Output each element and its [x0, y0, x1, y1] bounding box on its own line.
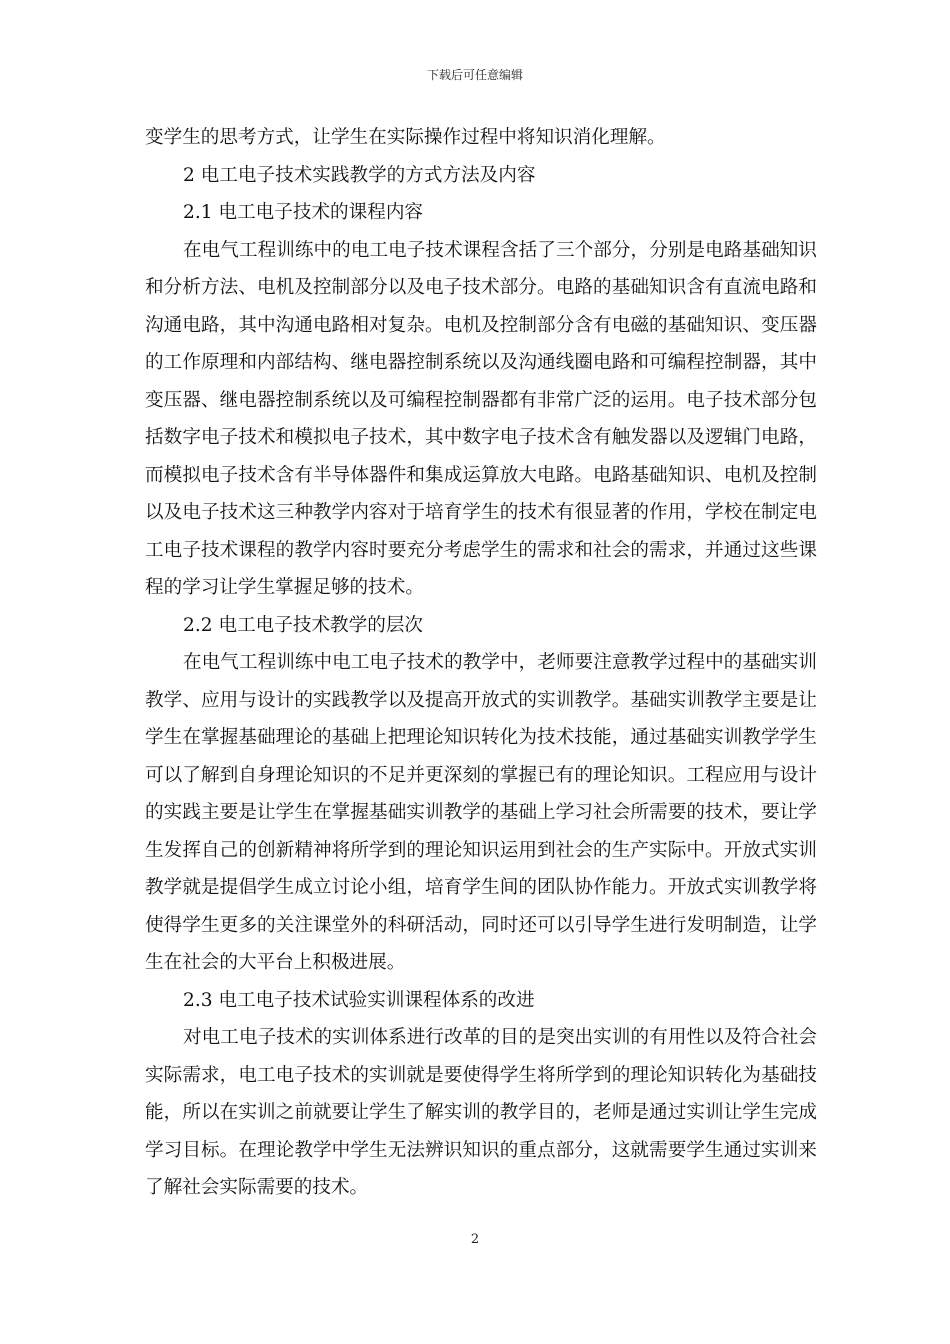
- section-heading-2: 2 电工电子技术实践教学的方式方法及内容: [183, 164, 536, 186]
- section-heading-2-2: 2.2 电工电子技术教学的层次: [183, 614, 424, 636]
- document-body: [145, 119, 817, 1207]
- page-header: 下载后可任意编辑: [426, 68, 523, 82]
- section-heading-2-1: 2.1 电工电子技术的课程内容: [183, 202, 424, 223]
- paragraph-curriculum-improvement: 对电工电子技术的实训体系进行改革的目的是突出实训的有用性以及符合社会实际需求，电工电子技术的实训就是要使得学生将所学到的理论知识转化为基础技能，所以在实训之前就要让学生了解实训的教学目的，老师是通过实训让学生完成学习目标。在理论教学中学生无法辨识知识的重点部分，这就需要学生通过实训来了解社会实际需要的技术。: [145, 1027, 817, 1198]
- paragraph-teaching-levels: 在电气工程训练中电工电子技术的教学中，老师要注意教学过程中的基础实训教学、应用与设计的实践教学以及提高开放式的实训教学。基础实训教学主要是让学生在掌握基础理论的基础上把理论知识转化为技术技能，通过基础实训教学学生可以了解到自身理论知识的不足并更深刻的掌握已有的理论知识。工程应用与设计的实践主要是让学生在掌握基础实训教学的基础上学习社会所需要的技术，要让学生发挥自己的创新精神将所学到的理论知识运用到社会的生产实际中。开放式实训教学就是提倡学生成立讨论小组，培育学生间的团队协作能力。开放式实训教学将使得学生更多的关注课堂外的科研活动，同时还可以引导学生进行发明制造，让学生在社会的大平台上积极进展。: [145, 652, 817, 973]
- page-number: 2: [470, 1232, 480, 1247]
- paragraph-course-content: 在电气工程训练中的电工电子技术课程含括了三个部分，分别是电路基础知识和分析方法、电机及控制部分以及电子技术部分。电路的基础知识含有直流电路和沟通电路，其中沟通电路相对复杂。电机及控制部分含有电磁的基础知识、变压器的工作原理和内部结构、继电器控制系统以及沟通线圈电路和可编程控制器，其中变压器、继电器控制系统以及可编程控制器都有非常广泛的运用。电子技术部分包括数字电子技术和模拟电子技术，其中数字电子技术含有触发器以及逻辑门电路，而模拟电子技术含有半导体器件和集成运算放大电路。电路基础知识、电机及控制以及电子技术这三种教学内容对于培育学生的技术有很显著的作用，学校在制定电工电子技术课程的教学内容时要充分考虑学生的需求和社会的需求，并通过这些课程的学习让学生掌握足够的技术。: [145, 239, 817, 598]
- section-heading-2-3: 2.3 电工电子技术试验实训课程体系的改进: [183, 989, 535, 1011]
- paragraph-intro: 变学生的思考方式，让学生在实际操作过程中将知识消化理解。: [145, 127, 666, 148]
